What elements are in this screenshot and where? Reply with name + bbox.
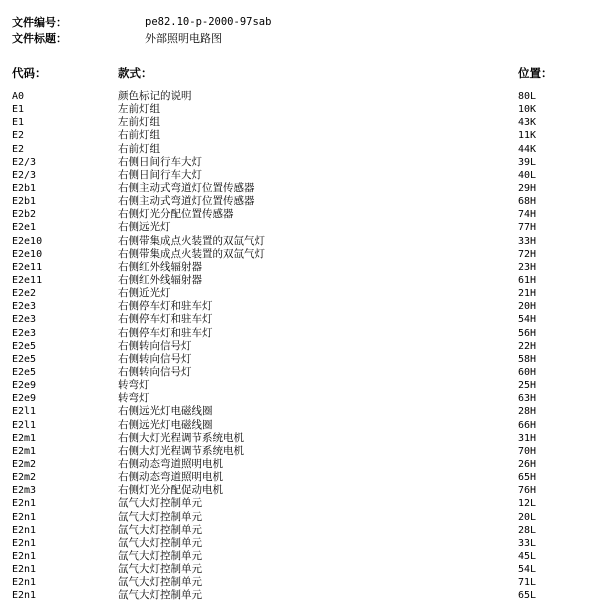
component-code: E2m1 (12, 445, 37, 457)
component-table (0, 90, 607, 602)
component-position: 68H (518, 196, 537, 208)
table-row (0, 497, 607, 510)
component-position: 44K (518, 143, 537, 155)
component-position: 56H (518, 327, 537, 339)
component-position: 33H (518, 235, 537, 247)
component-position: 20L (518, 511, 537, 523)
component-code: E2b2 (12, 209, 37, 221)
component-code: E2l1 (12, 406, 37, 418)
component-description: 氙气大灯控制单元 (118, 497, 202, 510)
component-position: 63H (518, 393, 537, 405)
component-description: 氙气大灯控制单元 (118, 536, 202, 549)
component-description: 右侧红外线辐射器 (118, 273, 202, 286)
component-position: 70H (518, 445, 537, 457)
table-row (0, 300, 607, 313)
component-description: 右侧转向信号灯 (118, 339, 192, 352)
component-description: 右侧停车灯和驻车灯 (118, 313, 213, 326)
component-code: E2n1 (12, 550, 37, 562)
component-code: E2m3 (12, 485, 37, 497)
component-position: 28L (518, 524, 537, 536)
component-description: 氙气大灯控制单元 (118, 510, 202, 523)
component-description: 转弯灯 (118, 392, 150, 405)
table-row (0, 484, 607, 497)
component-position: 66H (518, 419, 537, 431)
component-description: 右侧停车灯和驻车灯 (118, 300, 213, 313)
table-row (0, 458, 607, 471)
component-position: 43K (518, 117, 537, 129)
component-code: E2n1 (12, 537, 37, 549)
component-position: 76H (518, 485, 537, 497)
component-code: E2l1 (12, 419, 37, 431)
table-row (0, 405, 607, 418)
component-code: E2n1 (12, 498, 37, 510)
component-code: E2 (12, 130, 25, 142)
component-description: 颜色标记的说明 (118, 90, 192, 102)
column-header-design: 款式： (118, 66, 153, 80)
component-position: 54H (518, 314, 537, 326)
component-position: 29H (518, 182, 537, 194)
component-position: 25H (518, 380, 537, 392)
component-position: 74H (518, 209, 537, 221)
component-code: E2b1 (12, 196, 37, 208)
component-description: 右侧日间行车大灯 (118, 155, 202, 168)
component-code: E2e11 (12, 261, 43, 273)
table-row (0, 182, 607, 195)
component-code: E2n1 (12, 590, 37, 602)
table-row (0, 287, 607, 300)
component-description: 右侧动态弯道照明电机 (118, 457, 223, 470)
component-description: 氙气大灯控制单元 (118, 576, 202, 589)
component-description: 右侧动态弯道照明电机 (118, 471, 223, 484)
component-position: 58H (518, 353, 537, 365)
component-position: 65L (518, 590, 537, 602)
table-row (0, 511, 607, 524)
doc-number-value: pe82.10-p-2000-97sab (145, 16, 272, 28)
component-code: E1 (12, 117, 25, 129)
table-row (0, 143, 607, 156)
component-description: 右侧带集成点火装置的双氙气灯 (118, 247, 265, 260)
component-code: E2 (12, 143, 25, 155)
component-position: 71L (518, 577, 537, 589)
component-description: 转弯灯 (118, 379, 150, 392)
table-row (0, 576, 607, 589)
component-position: 21H (518, 288, 537, 300)
component-description: 右侧大灯光程调节系统电机 (118, 431, 244, 444)
component-code: E2m2 (12, 472, 37, 484)
component-description: 氙气大灯控制单元 (118, 589, 202, 602)
doc-number-label: 文件编号： (12, 16, 67, 29)
component-position: 80L (518, 91, 537, 102)
component-description: 右侧主动式弯道灯位置传感器 (118, 181, 255, 194)
component-code: E2/3 (12, 169, 37, 181)
component-description: 右侧灯光分配促动电机 (118, 484, 223, 497)
table-row (0, 313, 607, 326)
table-row (0, 90, 607, 103)
component-description: 右侧主动式弯道灯位置传感器 (118, 195, 255, 208)
table-row (0, 366, 607, 379)
table-row (0, 248, 607, 261)
component-code: E2e1 (12, 222, 37, 234)
component-position: 45L (518, 550, 537, 562)
table-row (0, 340, 607, 353)
doc-title-label: 文件标题： (12, 32, 67, 45)
component-code: E2n1 (12, 511, 37, 523)
component-code: E2e9 (12, 380, 37, 392)
component-position: 23H (518, 261, 537, 273)
table-row (0, 379, 607, 392)
table-row (0, 129, 607, 142)
component-code: E2e5 (12, 366, 37, 378)
table-row (0, 116, 607, 129)
column-header-position: 位置： (518, 66, 553, 80)
table-row (0, 103, 607, 116)
component-description: 左前灯组 (118, 103, 160, 116)
component-position: 11K (518, 130, 537, 142)
table-row (0, 235, 607, 248)
table-row (0, 261, 607, 274)
component-code: E2e2 (12, 288, 37, 300)
component-position: 12L (518, 498, 537, 510)
component-description: 右侧带集成点火装置的双氙气灯 (118, 234, 265, 247)
table-row (0, 274, 607, 287)
component-position: 54L (518, 564, 537, 576)
table-row (0, 589, 607, 602)
component-description: 右侧转向信号灯 (118, 352, 192, 365)
component-description: 氙气大灯控制单元 (118, 523, 202, 536)
component-position: 40L (518, 169, 537, 181)
component-position: 20H (518, 301, 537, 313)
table-row (0, 550, 607, 563)
component-description: 右侧大灯光程调节系统电机 (118, 444, 244, 457)
table-row (0, 208, 607, 221)
column-header-code: 代码： (12, 66, 47, 80)
table-row (0, 327, 607, 340)
table-row (0, 221, 607, 234)
component-code: E2n1 (12, 524, 37, 536)
component-code: E2e10 (12, 248, 43, 260)
component-position: 61H (518, 274, 537, 286)
component-code: E2n1 (12, 577, 37, 589)
component-code: E2e5 (12, 340, 37, 352)
component-code: E2m1 (12, 432, 37, 444)
component-code: E2e9 (12, 393, 37, 405)
component-position: 31H (518, 432, 537, 444)
component-code: E2m2 (12, 458, 37, 470)
component-code: E2e5 (12, 353, 37, 365)
component-description: 右侧转向信号灯 (118, 365, 192, 378)
component-position: 72H (518, 248, 537, 260)
component-description: 右侧停车灯和驻车灯 (118, 326, 213, 339)
component-description: 氙气大灯控制单元 (118, 549, 202, 562)
component-code: E2e3 (12, 314, 37, 326)
table-row (0, 524, 607, 537)
table-row (0, 156, 607, 169)
table-row (0, 353, 607, 366)
doc-title-value: 外部照明电路图 (145, 32, 222, 45)
component-position: 39L (518, 156, 537, 168)
table-row (0, 445, 607, 458)
component-code: E2e11 (12, 274, 43, 286)
table-row (0, 563, 607, 576)
component-position: 28H (518, 406, 537, 418)
table-row (0, 392, 607, 405)
component-description: 右前灯组 (118, 129, 160, 142)
table-row (0, 195, 607, 208)
component-description: 右侧远光灯 (118, 221, 171, 234)
component-description: 右侧红外线辐射器 (118, 260, 202, 273)
table-row (0, 537, 607, 550)
component-code: E2b1 (12, 182, 37, 194)
component-position: 77H (518, 222, 537, 234)
table-row (0, 471, 607, 484)
component-description: 右侧灯光分配位置传感器 (118, 208, 234, 221)
component-code: E2e3 (12, 327, 37, 339)
component-code: E2e10 (12, 235, 43, 247)
table-row (0, 419, 607, 432)
component-position: 26H (518, 458, 537, 470)
component-position: 10K (518, 104, 537, 116)
component-description: 氙气大灯控制单元 (118, 563, 202, 576)
component-position: 22H (518, 340, 537, 352)
table-row (0, 432, 607, 445)
component-code: E2/3 (12, 156, 37, 168)
component-code: E2e3 (12, 301, 37, 313)
component-description: 左前灯组 (118, 116, 160, 129)
component-description: 右侧远光灯电磁线圈 (118, 418, 213, 431)
component-code: E1 (12, 104, 25, 116)
component-position: 33L (518, 537, 537, 549)
component-description: 右侧近光灯 (118, 287, 171, 300)
table-row (0, 169, 607, 182)
component-code: E2n1 (12, 564, 37, 576)
component-description: 右侧远光灯电磁线圈 (118, 405, 213, 418)
component-description: 右侧日间行车大灯 (118, 168, 202, 181)
component-position: 60H (518, 366, 537, 378)
component-code: A0 (12, 91, 25, 102)
component-position: 65H (518, 472, 537, 484)
component-description: 右前灯组 (118, 142, 160, 155)
